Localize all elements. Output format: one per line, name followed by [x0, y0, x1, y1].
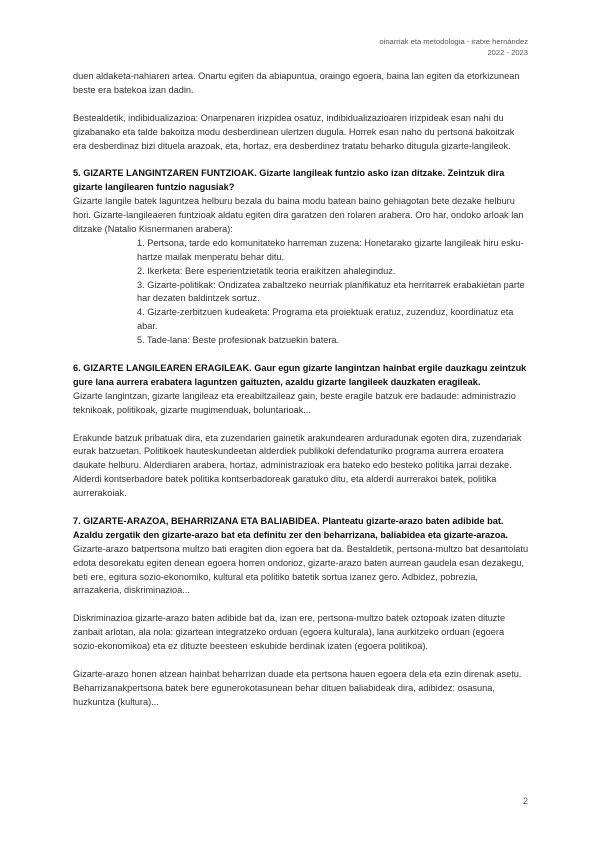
- section-heading-5: 5. GIZARTE LANGINTZAREN FUNTZIOAK. Gizarte langileak funtzio asko izan ditzake. Zeintzuk dira gizarte langilearen funtzio nagusiak?: [73, 168, 505, 193]
- header-academic-year: 2022 - 2023: [487, 48, 528, 57]
- functions-list: [73, 237, 529, 348]
- section-heading-7: 7. GIZARTE-ARAZOA, BEHARRIZANA ETA BALIABIDEA. Planteatu gizarte-arazo baten adibide bat. Azaldu zergatik den gizarte-arazo bat eta definitu zer den beharrizana, baliabidea eta gizarte-arazoa.: [73, 515, 508, 540]
- paragraph-section-5: Gizarte langile batek laguntzea helburu bezala du baina modu batean baino gehiagotan bete dezake helburu hori. Gizarte-langileaeren funtzioak aldatu egiten dira garatzen den rolaren arabera. Oro har, ondoko arloak lan ditzake (Natalio Kisnermanen arabera):: [73, 196, 524, 234]
- list-item: 2. Ikerketa: Bere esperientzietatik teoria eraikitzen ahaleginduz.: [137, 265, 396, 276]
- paragraph-continuation: duen aldaketa-nahiaren artea. Onartu egiten da abiapuntua, oraingo egoera, baina lan egiten da etorkizunean beste era batekoa izan dadin.: [73, 71, 520, 95]
- page-header: [379, 36, 528, 58]
- paragraph-section-7a: Gizarte-arazo batpertsona multzo bati eragiten dion egoera bat da. Bestaldetik, pertsona-multzo bat desantolatu edota desorekatu egiten denean egoera horren ondorioz, gizarte-arazo baten aurrean gaudela esan dezakegu, beti ere, egitura sozio-ekonomiko, kultural eta politiko batetik sortua izanez gero. Adbidez, pobrezia, arrazakeria, diskriminazioa...: [73, 543, 529, 596]
- list-item: 5. Tade-lana: Beste profesionak batzuekin batera.: [137, 335, 340, 346]
- list-item: 1. Pertsona, tarde edo komunitateko harreman zuzena: Honetarako gizarte langileak hiru esku-hartze mailak menperatu behar ditu.: [137, 237, 524, 262]
- paragraph-section-6b: Erakunde batzuk pribatuak dira, eta zuzendarien gainetik arakundearen arduradunak egoten dira, zuzendariak eurak batzuetan. Politikoek hauteskundeetan alderdiek publikoki defendaturiko programa aurrera eroatera daukate helburu. Alderdiaren arabera, hortaz, administrazioak era bateko edo besteko politika jarrai dezake. Alderdi kontserbadore batek politika kontserbadoreak garatuko ditu, eta alderdi aurrerakoi batek, politika aurrerakoiak.: [73, 432, 522, 499]
- list-item: 4. Gizarte-zerbitzuen kudeaketa: Programa eta proiektuak eratuz, zuzenduz, koordinatuz eta abar.: [137, 307, 514, 332]
- page-number: 2: [522, 796, 528, 806]
- list-item: 3. Gizarte-politikak: Ondizatea zabaltzeko neurriak planifikatuz eta herritarrek erabakietan parte har dezaten baldintzek sortuz.: [137, 279, 525, 304]
- paragraph-individualization: Bestealdetik, indibidualizazioa: Onarpenaren irizpidea osatuz, indibidualizazioaren irizpideak esan nahi du gizabanako eta talde bakoitza modu desberdinean ulertzen dugula. Horrek esan naho du pertsona bakoitzak era desberdinaz bizi dituela arazoak, eta, hortaz, era desberdinez tratatu beharko ditugula gizarte-langileok.: [73, 112, 515, 151]
- paragraph-section-7b: Diskriminazioa gizarte-arazo baten adibide bat da, izan ere, pertsona-multzo batek oztopoak izaten dituzte zanbait arlotan, ala nola: gizartean integratzeko orduan (egoera kulturala), lana aurkitzeko orduan (egoera sozio-ekonomikoa) eta ez dituzte beesteen eskubide berdinak izaten (egoera politikoa).: [73, 613, 506, 652]
- section-heading-6: 6. GIZARTE LANGILEAREN ERAGILEAK. Gaur egun gizarte langintzan hainbat ergile dauzkagu zeintzuk gure lana aurrera erabatera laguntzen gaituzten, azaldu gizarte langileek dauzkaten eragileak.: [73, 362, 527, 387]
- paragraph-section-6a: Gizarte langintzan, gizarte langileaz eta ereabiltzaileaz gain, beste eragile batzuk ere badaude: administrazio teknikoak, politikoak, gizarte mugimenduak, boluntarioak...: [73, 390, 516, 415]
- paragraph-section-7c: Gizarte-arazo honen atzean hainbat beharrizan duade eta pertsona hauen egoera dela eta ezin direnak asetu. Beharrizanakpertsona batek bere egunerokotasunean behar dituen baliabideak dira, adibidez: osasuna, huzkuntza (kultura)...: [73, 668, 522, 707]
- header-course-author: oinarriak eta metodologia - iratxe hernández: [379, 37, 528, 46]
- document-body: [73, 70, 529, 710]
